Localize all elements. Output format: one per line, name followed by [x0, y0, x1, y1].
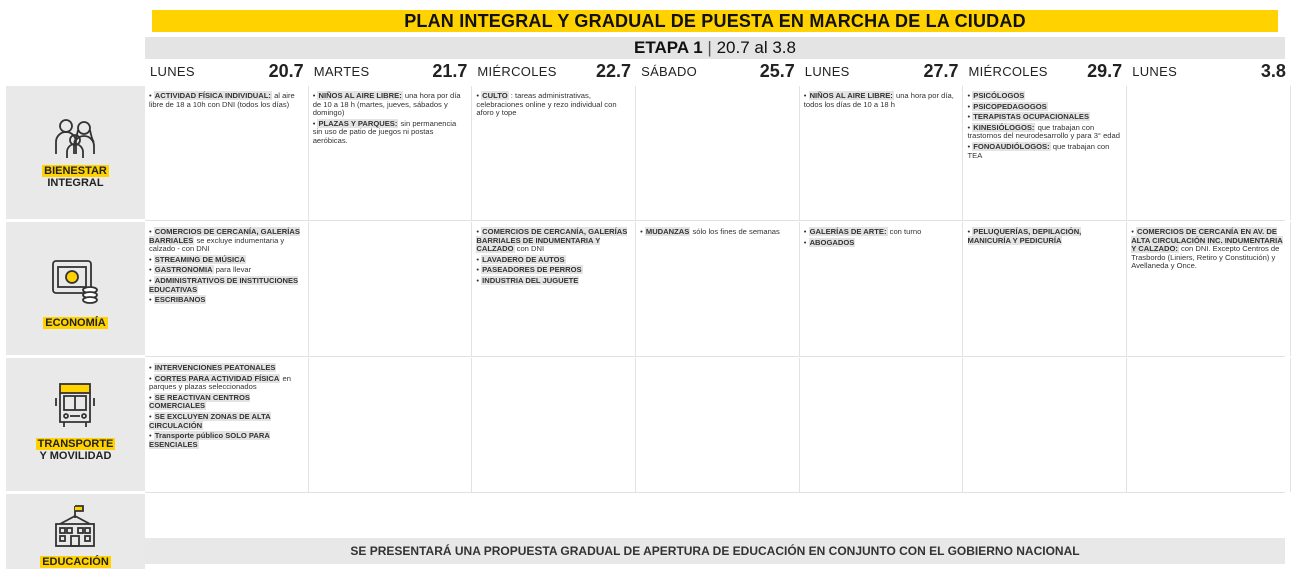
schedule-cell: [636, 86, 800, 220]
schedule-cell: [1127, 86, 1291, 220]
activity-text: en parques y plazas seleccionados: [149, 373, 291, 392]
activity-item: • NIÑOS AL AIRE LIBRE: una hora por día de 10 a 18 h (martes, jueves, sábados y domingo): [312, 91, 461, 118]
day-name: LUNES: [1132, 63, 1178, 79]
activity-text: que trabajan con trastornos del neurodesarrollo y para 3° edad: [967, 122, 1120, 141]
category-label: ECONOMÍA: [45, 317, 106, 329]
day-header: [472, 60, 636, 82]
activity-item: • ESCRIBANOS: [149, 295, 206, 305]
schedule-cell: [636, 358, 800, 492]
family-icon: [50, 114, 100, 164]
activity-tag: CULTO: [482, 91, 508, 100]
activity-tag: PELUQUERÍAS, DEPILACIÓN, MANICURÍA Y PEDICURÍA: [967, 227, 1082, 245]
schedule-cell: [309, 222, 473, 356]
activity-tag: COMERCIOS DE CERCANÍA, GALERÍAS BARRIALES: [149, 227, 300, 245]
activity-tag: GASTRONOMIA: [154, 265, 213, 275]
category-label: TRANSPORTE: [37, 438, 114, 450]
activity-item: • PSICOPEDAGOGOS: [967, 101, 1047, 111]
activity-tag: PASEADORES DE PERROS: [482, 265, 582, 275]
activity-tag: ESCRIBANOS: [154, 295, 206, 305]
activity-item: • ACTIVIDAD FÍSICA INDIVIDUAL: al aire libre de 18 a 10h con DNI (todos los días): [149, 91, 295, 109]
category-economia: [6, 222, 145, 355]
activity-tag: Transporte público SOLO PARA ESENCIALES: [149, 431, 270, 449]
day-name: MIÉRCOLES: [477, 63, 557, 79]
schedule-cell: [800, 222, 964, 356]
activity-item: • Transporte público SOLO PARA ESENCIALES: [149, 431, 270, 449]
activity-text: que trabajan con TEA: [967, 141, 1110, 160]
activity-tag: COMERCIOS DE CERCANÍA, GALERÍAS BARRIALES DE INDUMENTARIA Y CALZADO: [476, 227, 628, 254]
activity-item: • SE REACTIVAN CENTROS COMERCIALES: [149, 392, 250, 411]
activity-text: sin permanencia sin uso de patio de juegos ni postas aeróbicas.: [312, 118, 457, 145]
category-transporte: [6, 358, 145, 491]
activity-tag: INDUSTRIA DEL JUGUETE: [482, 275, 579, 285]
category-educacion: [6, 494, 145, 569]
activity-tag: PSICOPEDAGOGOS: [973, 101, 1047, 111]
schedule-cell: [472, 86, 636, 220]
activity-item: • ABOGADOS: [803, 237, 855, 247]
activity-tag: PSICÓLOGOS: [973, 91, 1025, 100]
schedule-cell: [964, 86, 1128, 220]
day-name: MIÉRCOLES: [968, 63, 1048, 79]
category-bienestar: [6, 86, 145, 219]
activity-item: • LAVADERO DE AUTOS: [476, 254, 565, 264]
activity-item: • COMERCIOS DE CERCANÍA, GALERÍAS BARRIALES DE INDUMENTARIA Y CALZADO con DNI: [476, 227, 628, 254]
schedule-cell: [800, 358, 964, 492]
day-date: 27.7: [923, 60, 959, 81]
category-label: BIENESTAR: [44, 165, 107, 177]
activity-item: • NIÑOS AL AIRE LIBRE: una hora por día, todos los días de 10 a 18 h: [803, 91, 954, 109]
activity-tag: GALERÍAS DE ARTE:: [809, 227, 887, 236]
activity-text: una hora por día de 10 a 18 h (martes, jueves, sábados y domingo): [312, 91, 461, 118]
activity-tag: FONOAUDIÓLOGOS:: [973, 141, 1050, 151]
day-name: LUNES: [804, 63, 850, 79]
activity-item: • INTERVENCIONES PEATONALES: [149, 363, 276, 372]
activity-tag: ADMINISTRATIVOS DE INSTITUCIONES EDUCATIVAS: [149, 275, 299, 294]
schedule-cell: [145, 86, 309, 220]
activity-item: • GASTRONOMIA para llevar: [149, 265, 252, 275]
schedule-cell: [145, 358, 309, 492]
activity-tag: LAVADERO DE AUTOS: [482, 254, 565, 264]
schedule-cell: [1127, 358, 1291, 492]
schedule-cell: [800, 86, 964, 220]
category-label-line2: Y MOVILIDAD: [39, 450, 112, 462]
schedule-cell: [472, 358, 636, 492]
day-date: 29.7: [1087, 60, 1123, 81]
day-header: [309, 60, 473, 82]
activity-tag: INTERVENCIONES PEATONALES: [154, 363, 276, 372]
activity-tag: NIÑOS AL AIRE LIBRE:: [809, 91, 893, 100]
education-banner: SE PRESENTARÁ UNA PROPUESTA GRADUAL DE APERTURA DE EDUCACIÓN EN CONJUNTO CON EL GOBIERNO NACIONAL: [145, 538, 1285, 564]
activity-tag: CORTES PARA ACTIVIDAD FÍSICA: [154, 373, 280, 383]
day-header: [1127, 60, 1291, 82]
schedule-cell: [964, 358, 1128, 492]
day-date: 25.7: [759, 60, 795, 81]
etapa-header: [145, 37, 1285, 59]
activity-tag: STREAMING DE MÚSICA: [154, 254, 246, 264]
page-title: PLAN INTEGRAL Y GRADUAL DE PUESTA EN MARCHA DE LA CIUDAD: [152, 10, 1278, 32]
activity-item: • PSICÓLOGOS: [967, 91, 1025, 100]
day-header: [145, 60, 309, 82]
activity-item: • PELUQUERÍAS, DEPILACIÓN, MANICURÍA Y PEDICURÍA: [967, 227, 1082, 245]
activity-text: una hora por día, todos los días de 10 a 18 h: [803, 91, 954, 109]
activity-tag: ABOGADOS: [809, 237, 855, 247]
category-label-line2: INTEGRAL: [47, 177, 104, 189]
school-icon: [50, 504, 100, 554]
activity-item: • MUDANZAS sólo los fines de semanas: [640, 227, 780, 236]
activity-item: • SE EXCLUYEN ZONAS DE ALTA CIRCULACIÓN: [149, 411, 271, 430]
activity-text: con DNI. Excepto Centros de Trasbordo (Liniers, Retiro y Constitución) y Avellaneda y Once.: [1131, 244, 1280, 271]
day-date: 3.8: [1260, 60, 1286, 81]
schedule-cell: [472, 222, 636, 356]
activity-item: • CULTO : tareas administrativas, celebraciones online y rezo individual con aforo y tope: [476, 91, 617, 118]
activity-text: con turno: [889, 227, 922, 236]
day-name: LUNES: [150, 63, 195, 79]
day-date: 22.7: [596, 60, 632, 81]
day-header: [964, 60, 1128, 82]
schedule-cell: [309, 86, 473, 220]
category-label: EDUCACIÓN: [42, 556, 109, 568]
day-header: [800, 60, 964, 82]
schedule-cell: [309, 358, 473, 492]
activity-item: • TERAPISTAS OCUPACIONALES: [967, 112, 1090, 122]
activity-tag: TERAPISTAS OCUPACIONALES: [973, 112, 1090, 122]
activity-item: • KINESIÓLOGOS: que trabajan con trastornos del neurodesarrollo y para 3° edad: [967, 122, 1120, 141]
etapa-name: ETAPA 1: [634, 38, 703, 57]
bus-icon: [50, 382, 100, 432]
activity-tag: SE EXCLUYEN ZONAS DE ALTA CIRCULACIÓN: [149, 411, 271, 430]
activity-tag: ACTIVIDAD FÍSICA INDIVIDUAL:: [154, 91, 271, 100]
day-header: [636, 60, 800, 82]
activity-item: • FONOAUDIÓLOGOS: que trabajan con TEA: [967, 141, 1110, 160]
activity-text: : tareas administrativas, celebraciones online y rezo individual con aforo y tope: [476, 91, 617, 118]
day-date: 21.7: [432, 60, 468, 81]
day-name: MARTES: [313, 63, 370, 79]
activity-text: para llevar: [215, 265, 252, 275]
money-icon: [50, 258, 100, 308]
activity-text: se excluye indumentaria y calzado - con DNI: [149, 235, 285, 254]
activity-item: • COMERCIOS DE CERCANÍA EN AV. DE ALTA CIRCULACIÓN INC. INDUMENTARIA Y CALZADO: con DNI. Excepto Centros de Trasbordo (Liniers, Retiro y Constitución) y Avellaneda y Once.: [1131, 227, 1283, 271]
etapa-separator: |: [707, 38, 712, 57]
schedule-cell: [636, 222, 800, 356]
activity-tag: SE REACTIVAN CENTROS COMERCIALES: [149, 392, 250, 411]
activity-item: • INDUSTRIA DEL JUGUETE: [476, 275, 579, 285]
etapa-range: 20.7 al 3.8: [716, 38, 796, 57]
day-name: SÁBADO: [641, 63, 698, 79]
activity-text: al aire libre de 18 a 10h con DNI (todos los días): [149, 91, 295, 109]
activity-item: • PASEADORES DE PERROS: [476, 265, 582, 275]
schedule-cell: [964, 222, 1128, 356]
activity-tag: MUDANZAS: [645, 227, 690, 236]
activity-item: • CORTES PARA ACTIVIDAD FÍSICA en parques y plazas seleccionados: [149, 373, 291, 392]
activity-text: con DNI: [516, 244, 545, 254]
activity-text: sólo los fines de semanas: [692, 227, 780, 236]
activity-item: • GALERÍAS DE ARTE: con turno: [803, 227, 922, 236]
activity-item: • ADMINISTRATIVOS DE INSTITUCIONES EDUCATIVAS: [149, 275, 299, 294]
activity-tag: COMERCIOS DE CERCANÍA EN AV. DE ALTA CIRCULACIÓN INC. INDUMENTARIA Y CALZADO:: [1131, 227, 1283, 254]
schedule-cell: [1127, 222, 1291, 356]
activity-item: • STREAMING DE MÚSICA: [149, 254, 246, 264]
day-date: 20.7: [268, 60, 304, 81]
schedule-cell: [145, 222, 309, 356]
activity-item: • COMERCIOS DE CERCANÍA, GALERÍAS BARRIALES se excluye indumentaria y calzado - con DNI: [149, 227, 300, 254]
activity-tag: NIÑOS AL AIRE LIBRE:: [318, 91, 402, 100]
activity-item: • PLAZAS Y PARQUES: sin permanencia sin uso de patio de juegos ni postas aeróbicas.: [312, 118, 457, 145]
activity-tag: KINESIÓLOGOS:: [973, 122, 1035, 132]
activity-tag: PLAZAS Y PARQUES:: [318, 118, 398, 128]
